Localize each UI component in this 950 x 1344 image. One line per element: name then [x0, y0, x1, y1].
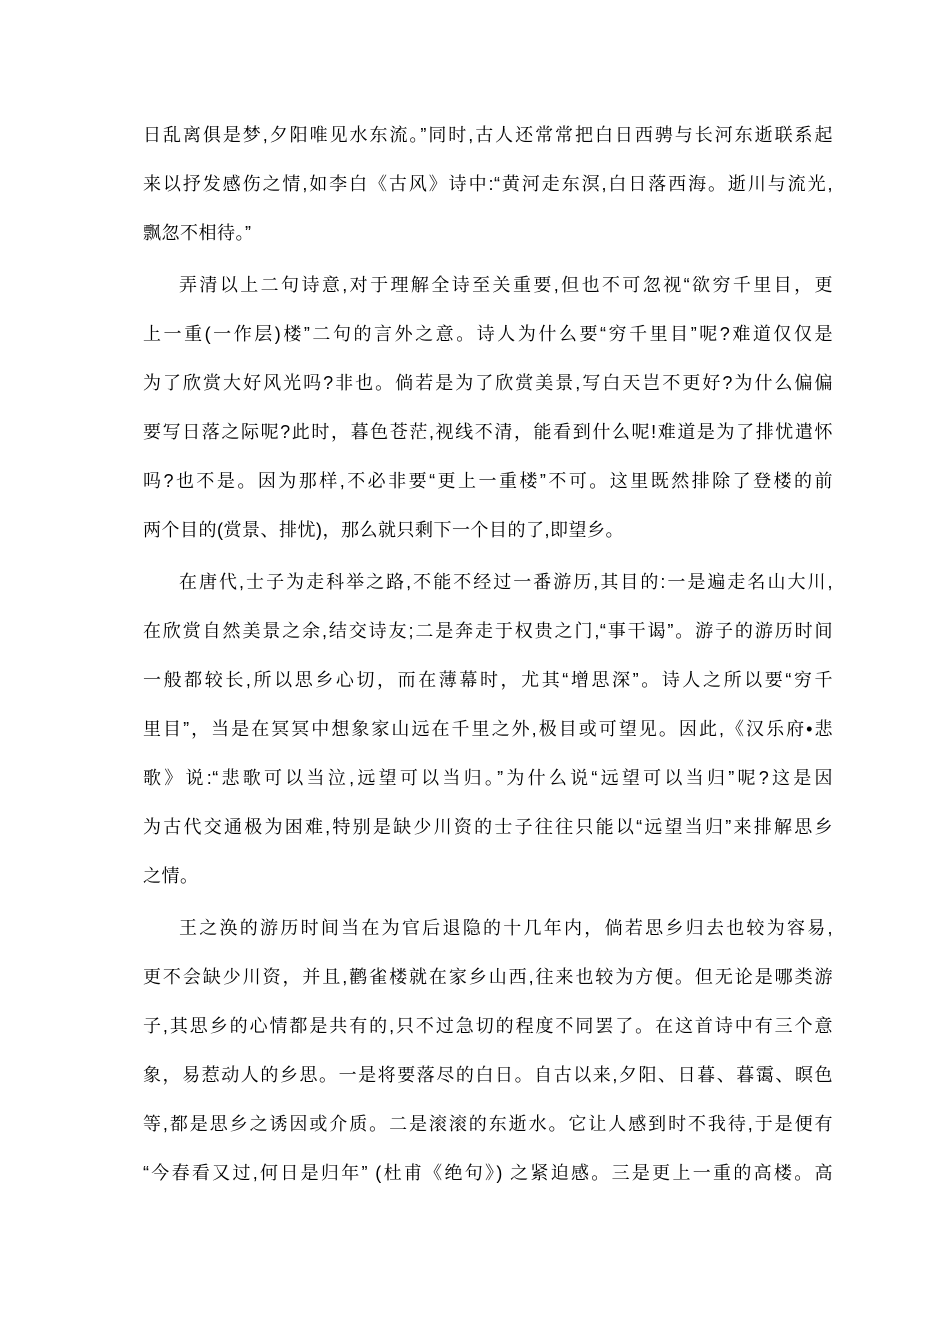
text-line: 飘忽不相待。” — [143, 223, 252, 243]
text-line: 王之涣的游历时间当在为官后退隐的十几年内，倘若思乡归去也较为容易, — [179, 918, 833, 938]
text-line: 为了欣赏大好风光吗?非也。倘若是为了欣赏美景,写白天岂不更好?为什么偏偏 — [143, 373, 833, 393]
text-line: 要写日落之际呢?此时，暮色苍茫,视线不清，能看到什么呢!难道是为了排忧遣怀 — [143, 422, 833, 442]
text-line: 之情。 — [143, 866, 199, 886]
text-line: 上一重(一作层)楼”二句的言外之意。诗人为什么要“穷千里目”呢?难道仅仅是 — [143, 324, 833, 344]
text-line: 歌》说:“悲歌可以当泣,远望可以当归。”为什么说“远望可以当归”呢?这是因 — [143, 768, 833, 788]
text-line: 在欣赏自然美景之余,结交诗友;二是奔走于权贵之门,“事干谒”。游子的游历时间 — [143, 621, 833, 641]
text-line: 象，易惹动人的乡思。一是将要落尽的白日。自古以来,夕阳、日暮、暮霭、暝色 — [143, 1065, 833, 1085]
paragraph — [143, 904, 833, 1198]
paragraph — [143, 261, 833, 555]
text-block — [143, 111, 833, 1198]
text-line: 里目”，当是在冥冥中想象家山远在千里之外,极目或可望见。因此,《汉乐府•悲 — [143, 719, 833, 739]
text-line: 为古代交通极为困难,特别是缺少川资的士子往往只能以“远望当归”来排解思乡 — [143, 817, 833, 837]
text-line: 子,其思乡的心情都是共有的,只不过急切的程度不同罢了。在这首诗中有三个意 — [143, 1016, 833, 1036]
text-line: 一般都较长,所以思乡心切，而在薄幕时，尤其“增思深”。诗人之所以要“穷千 — [143, 670, 833, 690]
text-line: 吗?也不是。因为那样,不必非要“更上一重楼”不可。这里既然排除了登楼的前 — [143, 471, 833, 491]
text-line: 在唐代,士子为走科举之路,不能不经过一番游历,其目的:一是遍走名山大川, — [179, 572, 833, 592]
text-line: 等,都是思乡之诱因或介质。二是滚滚的东逝水。它让人感到时不我待,于是便有 — [143, 1114, 833, 1134]
text-line: “今春看又过,何日是归年” (杜甫《绝句》) 之紧迫感。三是更上一重的高楼。高 — [143, 1163, 833, 1183]
paragraph — [143, 111, 833, 258]
text-line: 弄清以上二句诗意,对于理解全诗至关重要,但也不可忽视“欲穷千里目，更 — [179, 275, 833, 295]
text-line: 来以抒发感伤之情,如李白《古风》诗中:“黄河走东溟,白日落西海。逝川与流光, — [143, 174, 833, 194]
text-line: 两个目的(赏景、排忧)，那么就只剩下一个目的了,即望乡。 — [143, 520, 624, 540]
text-line: 更不会缺少川资，并且,鹳雀楼就在家乡山西,往来也较为方便。但无论是哪类游 — [143, 967, 833, 987]
text-line: 日乱离俱是梦,夕阳唯见水东流。”同时,古人还常常把白日西骋与长河东逝联系起 — [143, 125, 833, 145]
paragraph — [143, 558, 833, 901]
